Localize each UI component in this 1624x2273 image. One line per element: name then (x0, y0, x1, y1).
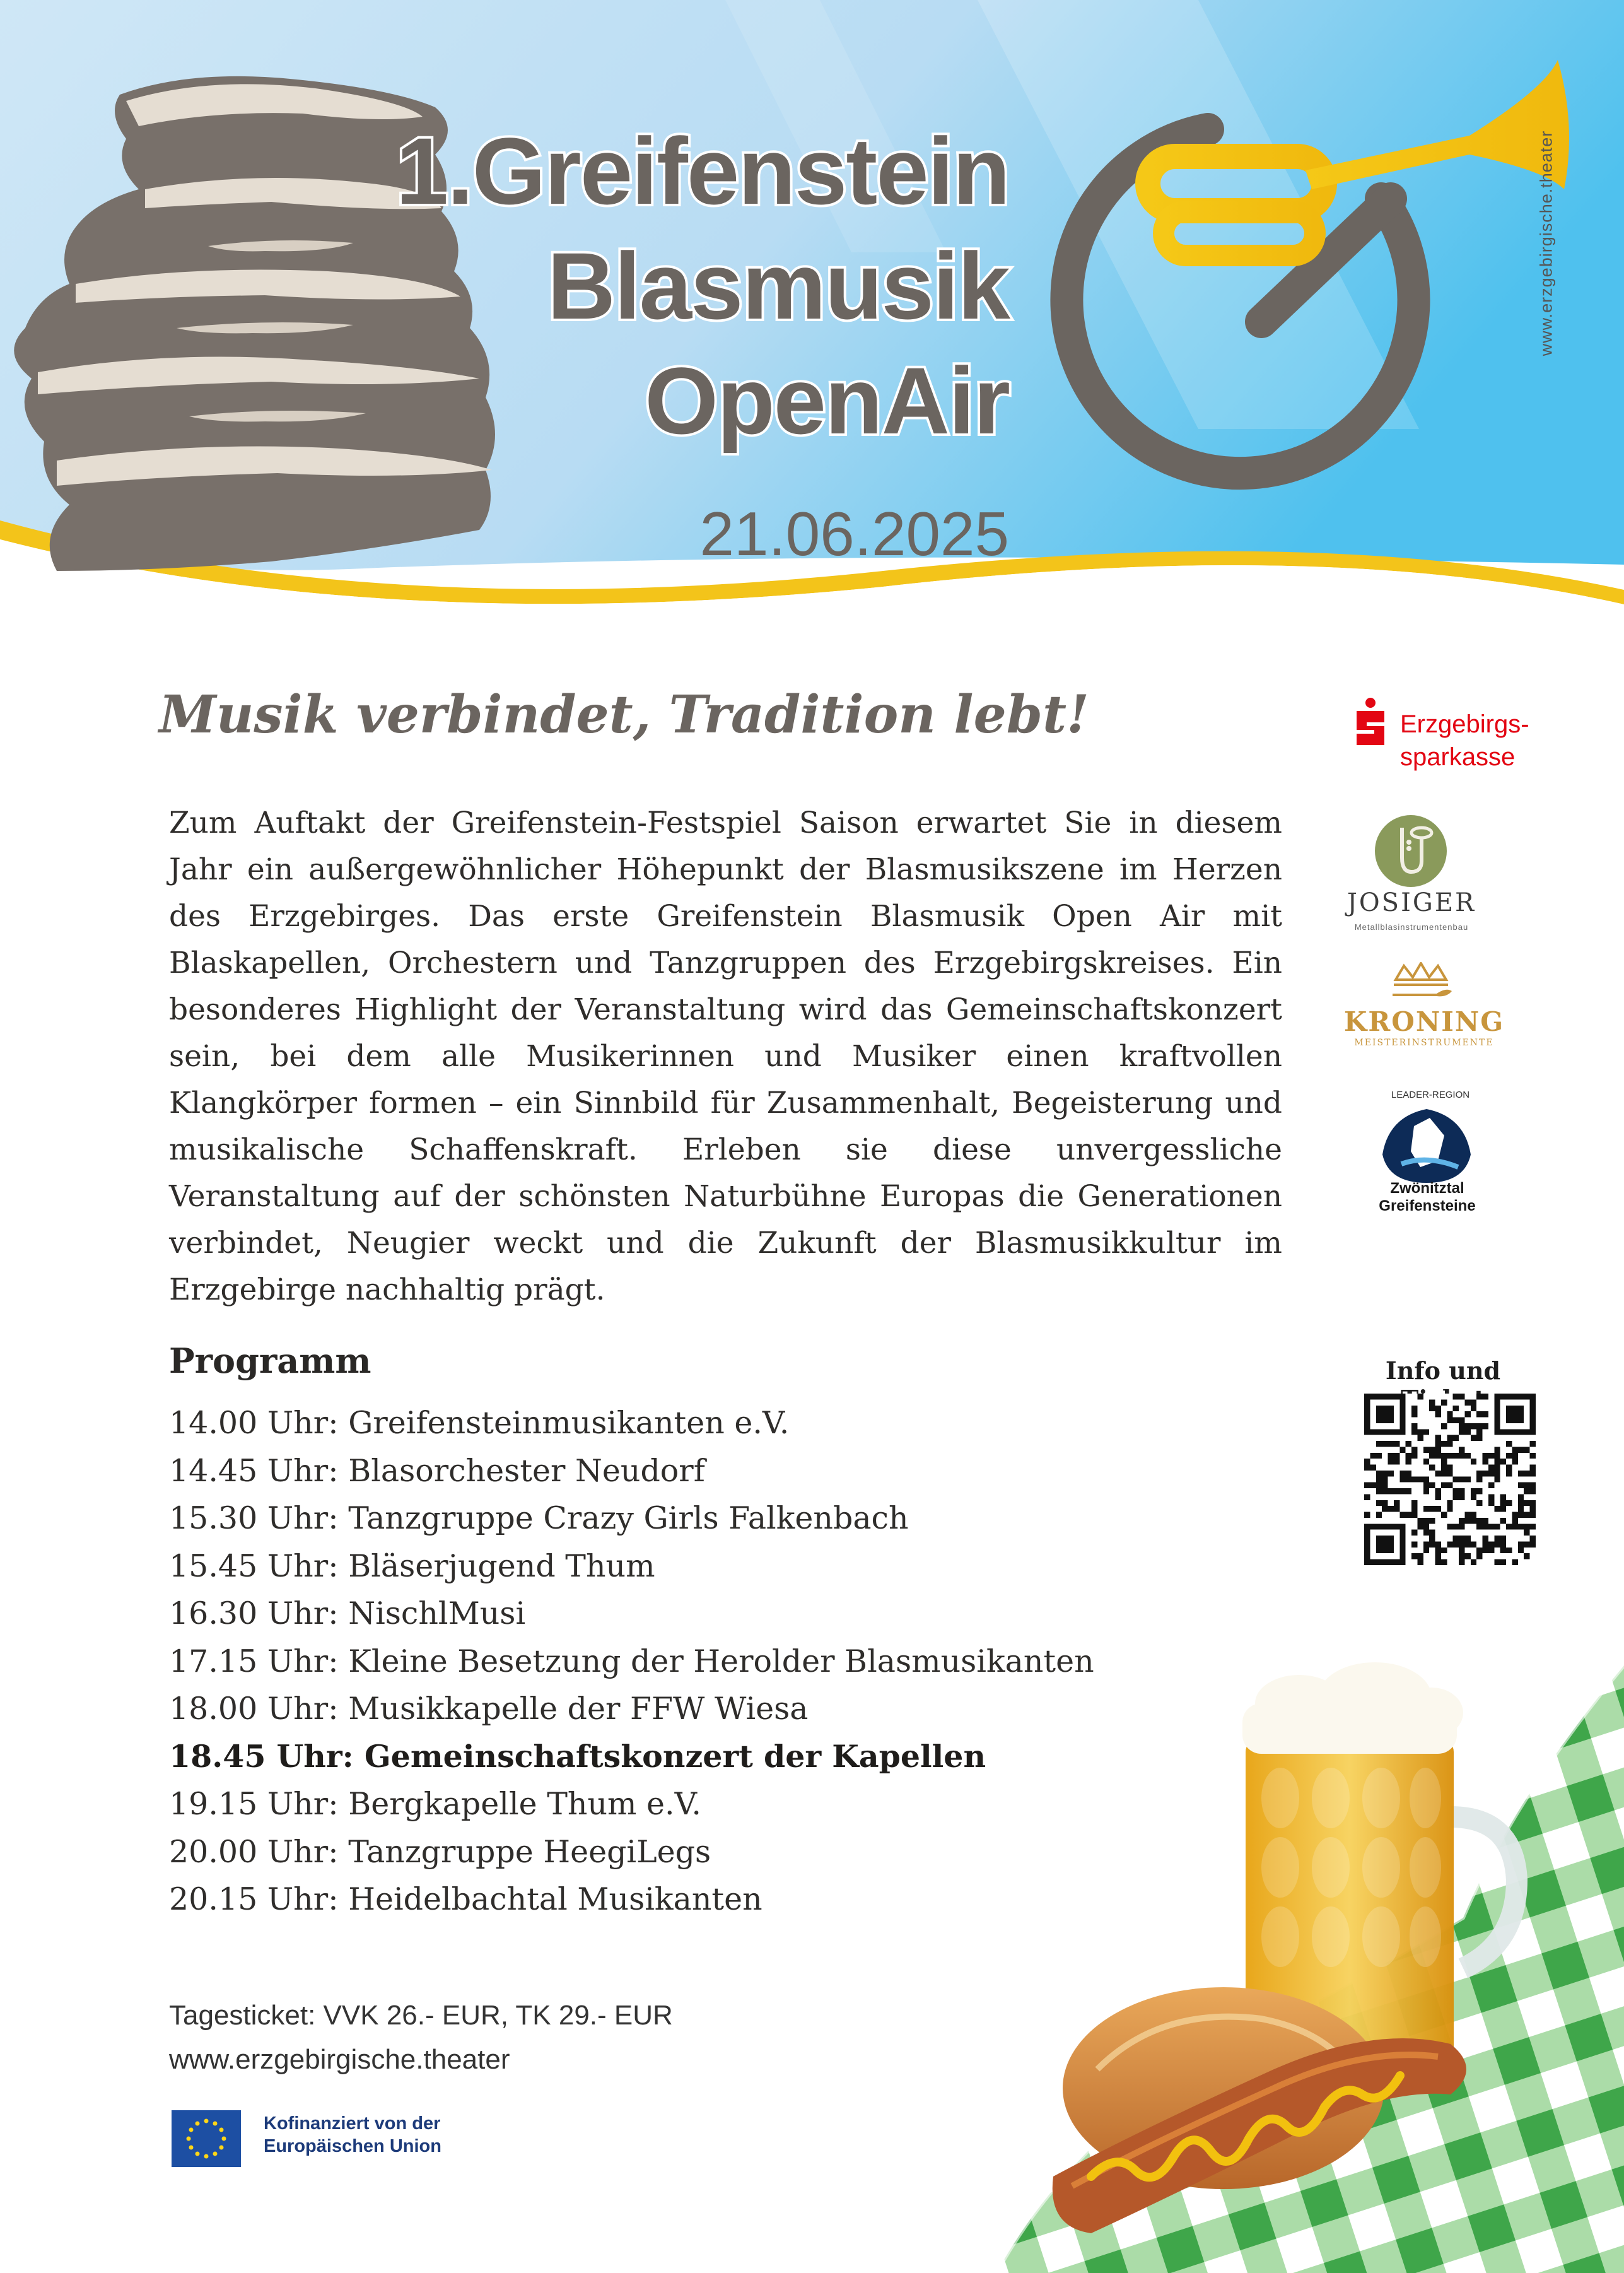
sponsor-josiger: JOSIGER (1347, 888, 1476, 917)
intro-paragraph: Zum Auftakt der Greifenstein-Festspiel Saison erwartet Sie in diesem Jahr ein außergewöhnlicher Höhepunkt der Blasmusikszene im Herzen des Erzgebirges. Das erste Greifenstein Blasmusik Open Air mit Blaskapellen, Orchestern und Tanzgruppen des Erzgebirgskreises. Ein besonderes Highlight der Veranstaltung wird das Gemeinschaftskonzert sein, bei dem alle Musikerinnen und Musiker einen kraftvollen Klangkörper formen – ein Sinnbild für Zusammenhalt, Begeisterung und musikalische Schaffenskraft. Erleben sie diese unvergessliche Veranstaltung auf der schönsten Naturbühne Europas die Generationen verbindet, Neugier weckt und die Zukunft der Blasmusikkultur im Erzgebirge nachhaltig prägt. (169, 806, 1282, 1307)
program-item: 15.45 Uhr: Bläserjugend Thum (169, 1548, 655, 1584)
kroning-subtitle: MEISTERINSTRUMENTE (1354, 1038, 1494, 1048)
program-item: 20.15 Uhr: Heidelbachtal Musikanten (169, 1881, 762, 1917)
program-item: 18.00 Uhr: Musikkapelle der FFW Wiesa (169, 1691, 809, 1727)
title-line-1: 1.Greifenstein (395, 118, 1009, 224)
title-line-2: Blasmusik (547, 233, 1009, 339)
slogan: Musik verbindet, Tradition lebt! (159, 684, 1089, 745)
program-item: 15.30 Uhr: Tanzgruppe Crazy Girls Falkenbach (169, 1500, 909, 1536)
program-title: Programm (169, 1341, 371, 1381)
sparkasse-line-1: Erzgebirgs- (1400, 710, 1529, 738)
eu-line-1: Kofinanziert von der (264, 2113, 441, 2134)
program-item-highlight: 18.45 Uhr: Gemeinschaftskonzert der Kapellen (169, 1737, 986, 1775)
beer-and-sausage-illustration (946, 1590, 1624, 2273)
eu-flag-icon (172, 2110, 241, 2167)
ticket-price: Tagesticket: VVK 26.- EUR, TK 29.- EUR (169, 2000, 673, 2031)
kroning-crown-icon (1386, 962, 1456, 1001)
program-item: 19.15 Uhr: Bergkapelle Thum e.V. (169, 1786, 702, 1822)
title-line-3: OpenAir (645, 348, 1009, 454)
ticket-url[interactable]: www.erzgebirgische.theater (169, 2044, 510, 2075)
header-banner (0, 0, 1624, 637)
eu-cofunding (264, 2112, 441, 2158)
leader-line-2: Greifensteine (1379, 1197, 1476, 1214)
program-item: 16.30 Uhr: NischlMusi (169, 1595, 526, 1631)
sparkasse-logo-icon (1353, 697, 1388, 748)
program-item: 14.00 Uhr: Greifensteinmusikanten e.V. (169, 1405, 790, 1441)
program-item: 20.00 Uhr: Tanzgruppe HeegiLegs (169, 1833, 711, 1870)
event-date: 21.06.2025 (699, 499, 1009, 568)
ticket-info (169, 1994, 673, 2082)
leader-line-1: Zwönitztal (1390, 1180, 1464, 1197)
sponsor-leader-region (1336, 1180, 1519, 1215)
sponsor-kroning: KRONING (1343, 1006, 1505, 1037)
josiger-tuba-icon (1374, 814, 1448, 888)
eu-line-2: Europäischen Union (264, 2136, 441, 2156)
program-item: 14.45 Uhr: Blasorchester Neudorf (169, 1452, 705, 1489)
josiger-subtitle: Metallblasinstrumentenbau (1354, 922, 1469, 932)
leader-region-logo-icon (1376, 1104, 1477, 1186)
vertical-url: www.erzgebirgische.theater (1536, 130, 1556, 356)
sponsor-sparkasse (1400, 708, 1529, 773)
qr-code[interactable] (1364, 1394, 1536, 1565)
info-ticket-label: Info und (1385, 1356, 1501, 1385)
sparkasse-line-2: sparkasse (1400, 743, 1516, 771)
program-item: 17.15 Uhr: Kleine Besetzung der Herolder Blasmusikanten (169, 1643, 1094, 1679)
leader-region-label: LEADER-REGION (1391, 1090, 1470, 1100)
event-title (0, 114, 1009, 458)
